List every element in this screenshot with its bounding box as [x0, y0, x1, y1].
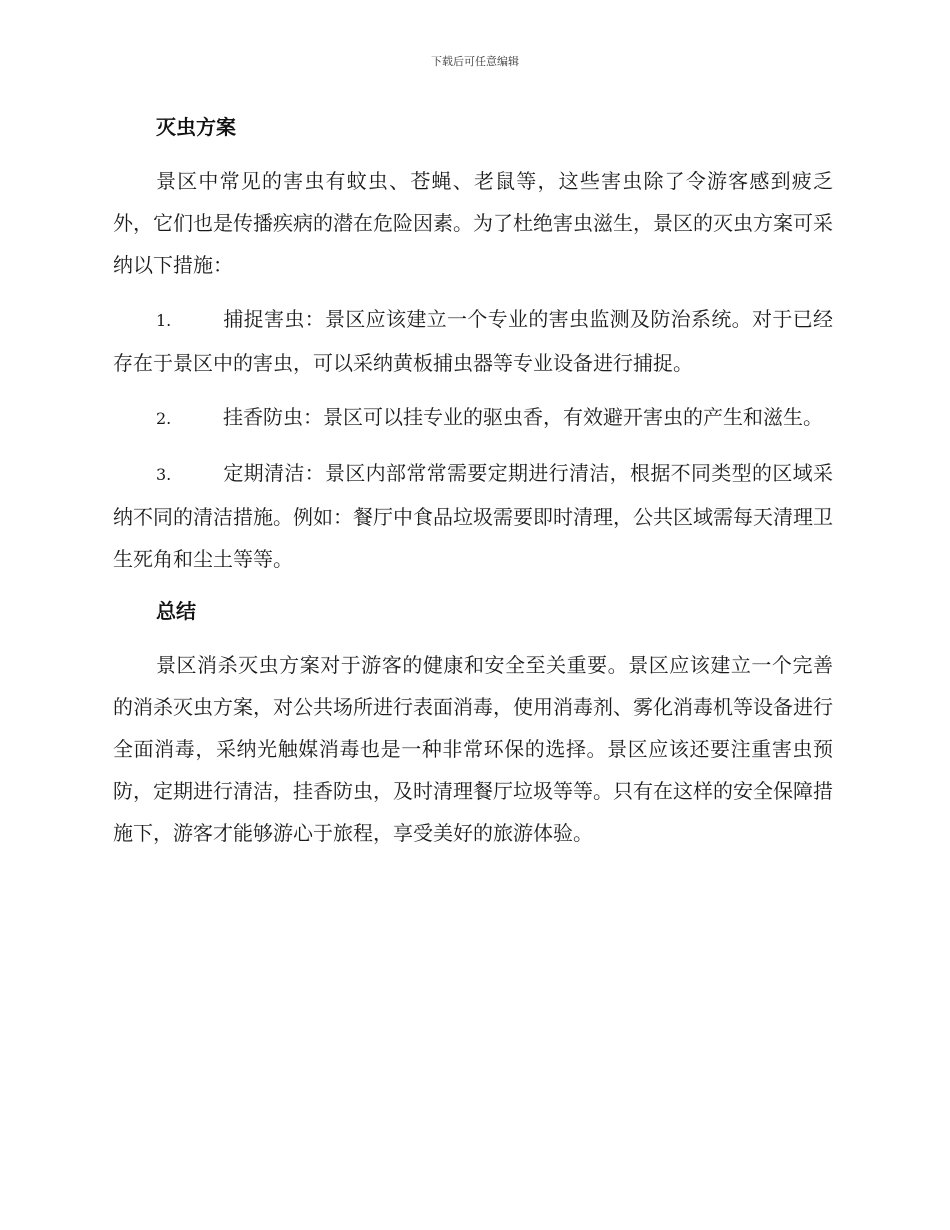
list-item-text: 挂香防虫：景区可以挂专业的驱虫香，有效避开害虫的产生和滋生。 — [223, 405, 823, 429]
summary-paragraph: 景区消杀灭虫方案对于游客的健康和安全至关重要。景区应该建立一个完善的消杀灭虫方案，对公共场所进行表面消毒，使用消毒剂、雾化消毒机等设备进行全面消毒，采纳光触媒消毒也是一种非常环保的选择。景区应该还要注重害虫预防，定期进行清洁，挂香防虫，及时清理餐厅垃圾等等。只有在这样的安全保障措施下，游客才能够游心于旅程，享受美好的旅游体验。 — [113, 653, 833, 845]
list-item — [113, 452, 833, 580]
document-content — [113, 106, 833, 854]
list-item — [113, 298, 833, 384]
list-item-number: 1. — [156, 311, 172, 330]
pest-control-measures-list — [113, 298, 833, 580]
list-item-number: 3. — [156, 465, 172, 484]
list-item-number: 2. — [156, 409, 172, 428]
list-item — [113, 396, 833, 440]
list-item-text: 定期清洁：景区内部常常需要定期进行清洁，根据不同类型的区域采纳不同的清洁措施。例如：餐厅中食品垃圾需要即时清理，公共区域需每天清理卫生死角和尘土等等。 — [113, 461, 833, 571]
header-note: 下载后可任意编辑 — [431, 55, 519, 68]
section-heading-summary: 总结 — [156, 599, 196, 623]
section-heading-pest-control: 灭虫方案 — [156, 115, 236, 139]
pest-control-intro-paragraph: 景区中常见的害虫有蚊虫、苍蝇、老鼠等，这些害虫除了令游客感到疲乏外，它们也是传播疾病的潜在危险因素。为了杜绝害虫滋生，景区的灭虫方案可采纳以下措施： — [113, 169, 833, 277]
list-item-text: 捕捉害虫：景区应该建立一个专业的害虫监测及防治系统。对于已经存在于景区中的害虫，可以采纳黄板捕虫器等专业设备进行捕捉。 — [113, 307, 833, 375]
